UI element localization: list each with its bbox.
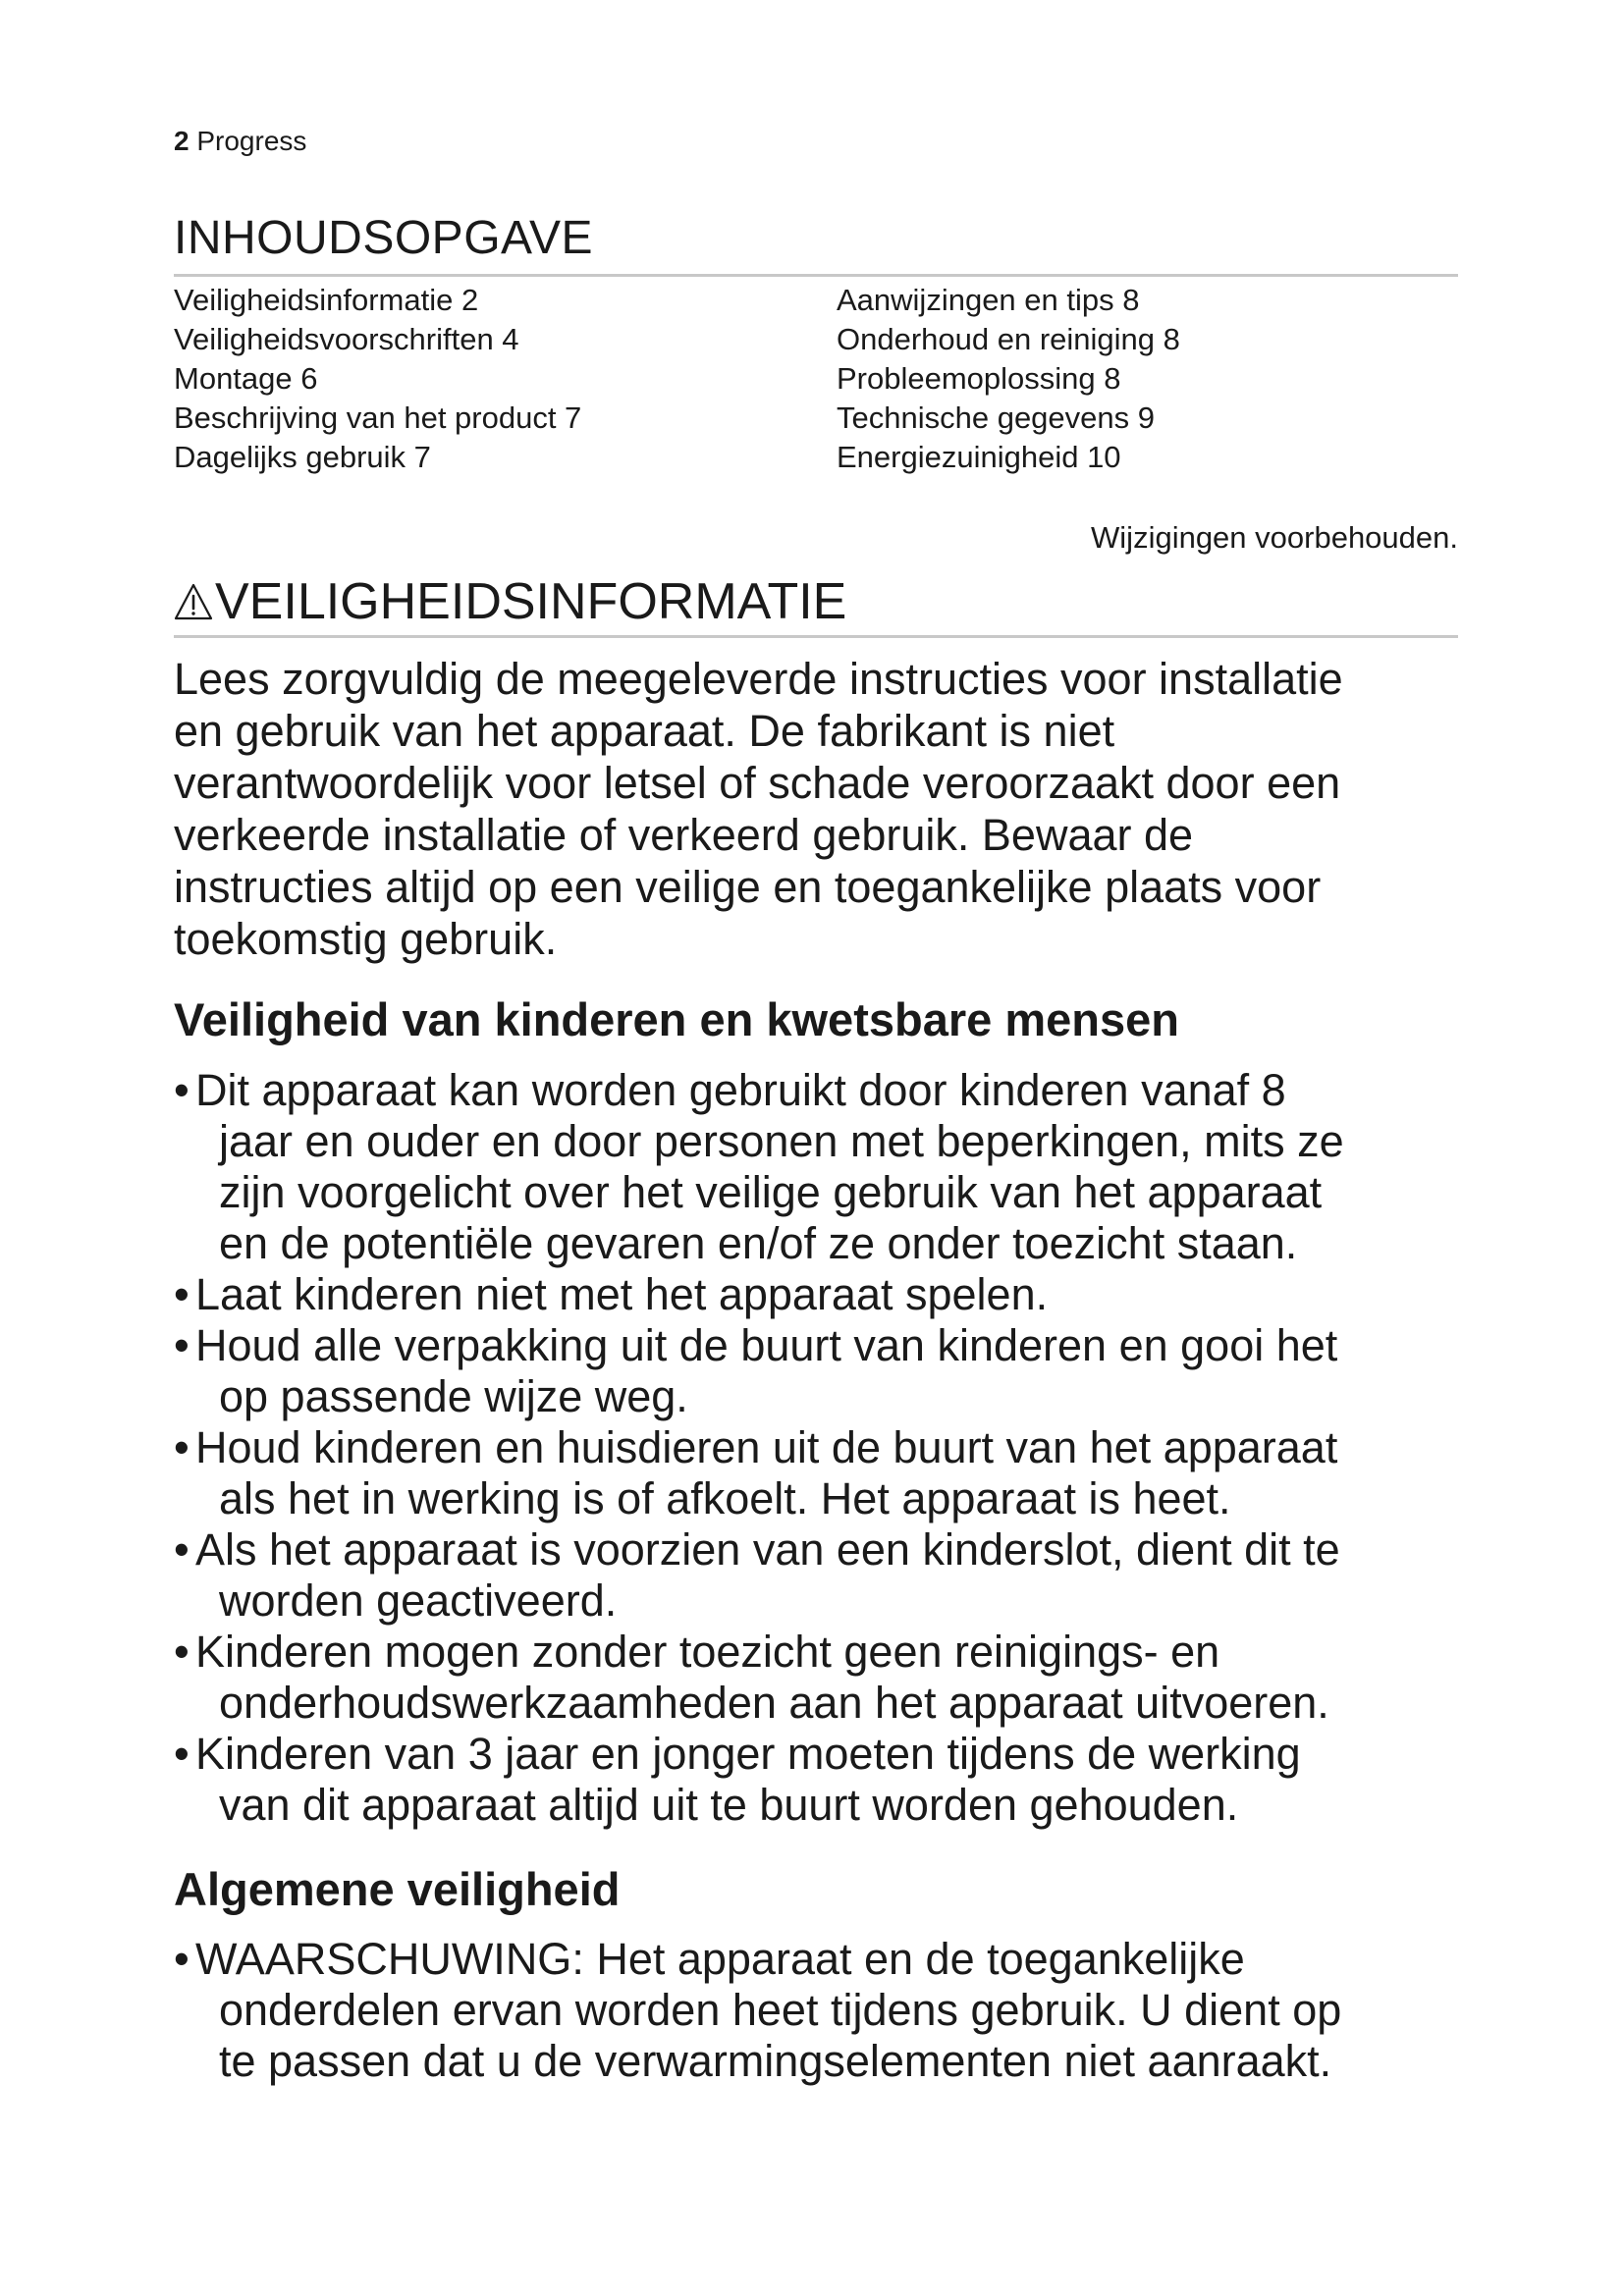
- changes-reserved-note: Wijzigingen voorbehouden.: [1091, 520, 1458, 555]
- bullet: •: [174, 1934, 189, 1984]
- list-line: Kinderen mogen zonder toezicht geen reinigings- en: [195, 1627, 1220, 1677]
- toc-entry[interactable]: Aanwijzingen en tips 8: [837, 283, 1140, 317]
- page-number: 2: [174, 126, 189, 156]
- general-safety-heading: Algemene veiligheid: [174, 1863, 621, 1915]
- list-item: [174, 1524, 1458, 1627]
- bullet: •: [174, 1524, 189, 1575]
- toc-entry[interactable]: Montage 6: [174, 361, 318, 396]
- general-safety-list: [174, 1934, 1458, 2087]
- list-line: van dit apparaat altijd uit te buurt worden gehouden.: [219, 1780, 1239, 1830]
- toc-entry[interactable]: Energiezuinigheid 10: [837, 440, 1121, 474]
- toc-entry[interactable]: Beschrijving van het product 7: [174, 400, 582, 435]
- toc-column-right: [837, 281, 1180, 477]
- toc-entry[interactable]: Veiligheidsinformatie 2: [174, 283, 479, 317]
- list-item: [174, 1729, 1458, 1831]
- table-of-contents: [174, 281, 1458, 477]
- bullet: •: [174, 1422, 189, 1472]
- intro-line: toekomstig gebruik.: [174, 914, 558, 964]
- bullet: •: [174, 1729, 189, 1779]
- list-item: [174, 1934, 1458, 2087]
- list-item: [174, 1320, 1458, 1422]
- list-line: Als het apparaat is voorzien van een kinderslot, dient dit te: [195, 1524, 1340, 1575]
- toc-entry[interactable]: Technische gegevens 9: [837, 400, 1156, 435]
- page-header: [174, 126, 306, 157]
- list-line: te passen dat u de verwarmingselementen niet aanraakt.: [219, 2036, 1332, 2086]
- children-safety-list: [174, 1065, 1458, 1831]
- bullet: •: [174, 1269, 189, 1319]
- children-safety-heading: Veiligheid van kinderen en kwetsbare mensen: [174, 993, 1179, 1045]
- bullet: •: [174, 1627, 189, 1677]
- section-rule: [174, 635, 1458, 638]
- intro-line: verantwoordelijk voor letsel of schade veroorzaakt door een: [174, 758, 1341, 808]
- intro-line: Lees zorgvuldig de meegeleverde instructies voor installatie: [174, 654, 1343, 704]
- list-line: Laat kinderen niet met het apparaat spelen.: [195, 1269, 1049, 1319]
- list-line: zijn voorgelicht over het veilige gebruik van het apparaat: [219, 1167, 1323, 1217]
- list-line: onderdelen ervan worden heet tijdens gebruik. U dient op: [219, 1985, 1342, 2035]
- intro-paragraph: [174, 653, 1458, 965]
- list-line: onderhoudswerkzaamheden aan het apparaat uitvoeren.: [219, 1678, 1329, 1728]
- toc-rule: [174, 274, 1458, 277]
- list-line: als het in werking is of afkoelt. Het apparaat is heet.: [219, 1473, 1231, 1523]
- intro-line: verkeerde installatie of verkeerd gebruik. Bewaar de: [174, 810, 1194, 860]
- section-title-safety: [174, 572, 846, 631]
- list-line: Houd kinderen en huisdieren uit de buurt van het apparaat: [195, 1422, 1338, 1472]
- bullet: •: [174, 1320, 189, 1370]
- list-item: [174, 1269, 1458, 1320]
- list-line: jaar en ouder en door personen met beperkingen, mits ze: [219, 1116, 1344, 1166]
- toc-entry[interactable]: Dagelijks gebruik 7: [174, 440, 431, 474]
- list-line: Dit apparaat kan worden gebruikt door kinderen vanaf 8: [195, 1065, 1286, 1115]
- toc-entry[interactable]: Probleemoplossing 8: [837, 361, 1121, 396]
- intro-line: en gebruik van het apparaat. De fabrikant is niet: [174, 706, 1115, 756]
- list-line: Houd alle verpakking uit de buurt van kinderen en gooi het: [195, 1320, 1338, 1370]
- section-title-text: VEILIGHEIDSINFORMATIE: [215, 573, 847, 630]
- list-line: worden geactiveerd.: [219, 1575, 618, 1626]
- list-item: [174, 1422, 1458, 1524]
- list-line: en de potentiële gevaren en/of ze onder toezicht staan.: [219, 1218, 1298, 1268]
- warning-triangle-icon: [174, 582, 213, 621]
- bullet: •: [174, 1065, 189, 1115]
- toc-entry[interactable]: Veiligheidsvoorschriften 4: [174, 322, 519, 356]
- brand-name: Progress: [196, 126, 307, 156]
- list-item: [174, 1627, 1458, 1729]
- list-line: op passende wijze weg.: [219, 1371, 688, 1421]
- toc-title: INHOUDSOPGAVE: [174, 212, 594, 264]
- toc-column-left: [174, 281, 837, 477]
- list-line: WAARSCHUWING: Het apparaat en de toegankelijke: [195, 1934, 1245, 1984]
- list-item: [174, 1065, 1458, 1269]
- list-line: Kinderen van 3 jaar en jonger moeten tijdens de werking: [195, 1729, 1301, 1779]
- intro-line: instructies altijd op een veilige en toegankelijke plaats voor: [174, 862, 1322, 912]
- toc-entry[interactable]: Onderhoud en reiniging 8: [837, 322, 1180, 356]
